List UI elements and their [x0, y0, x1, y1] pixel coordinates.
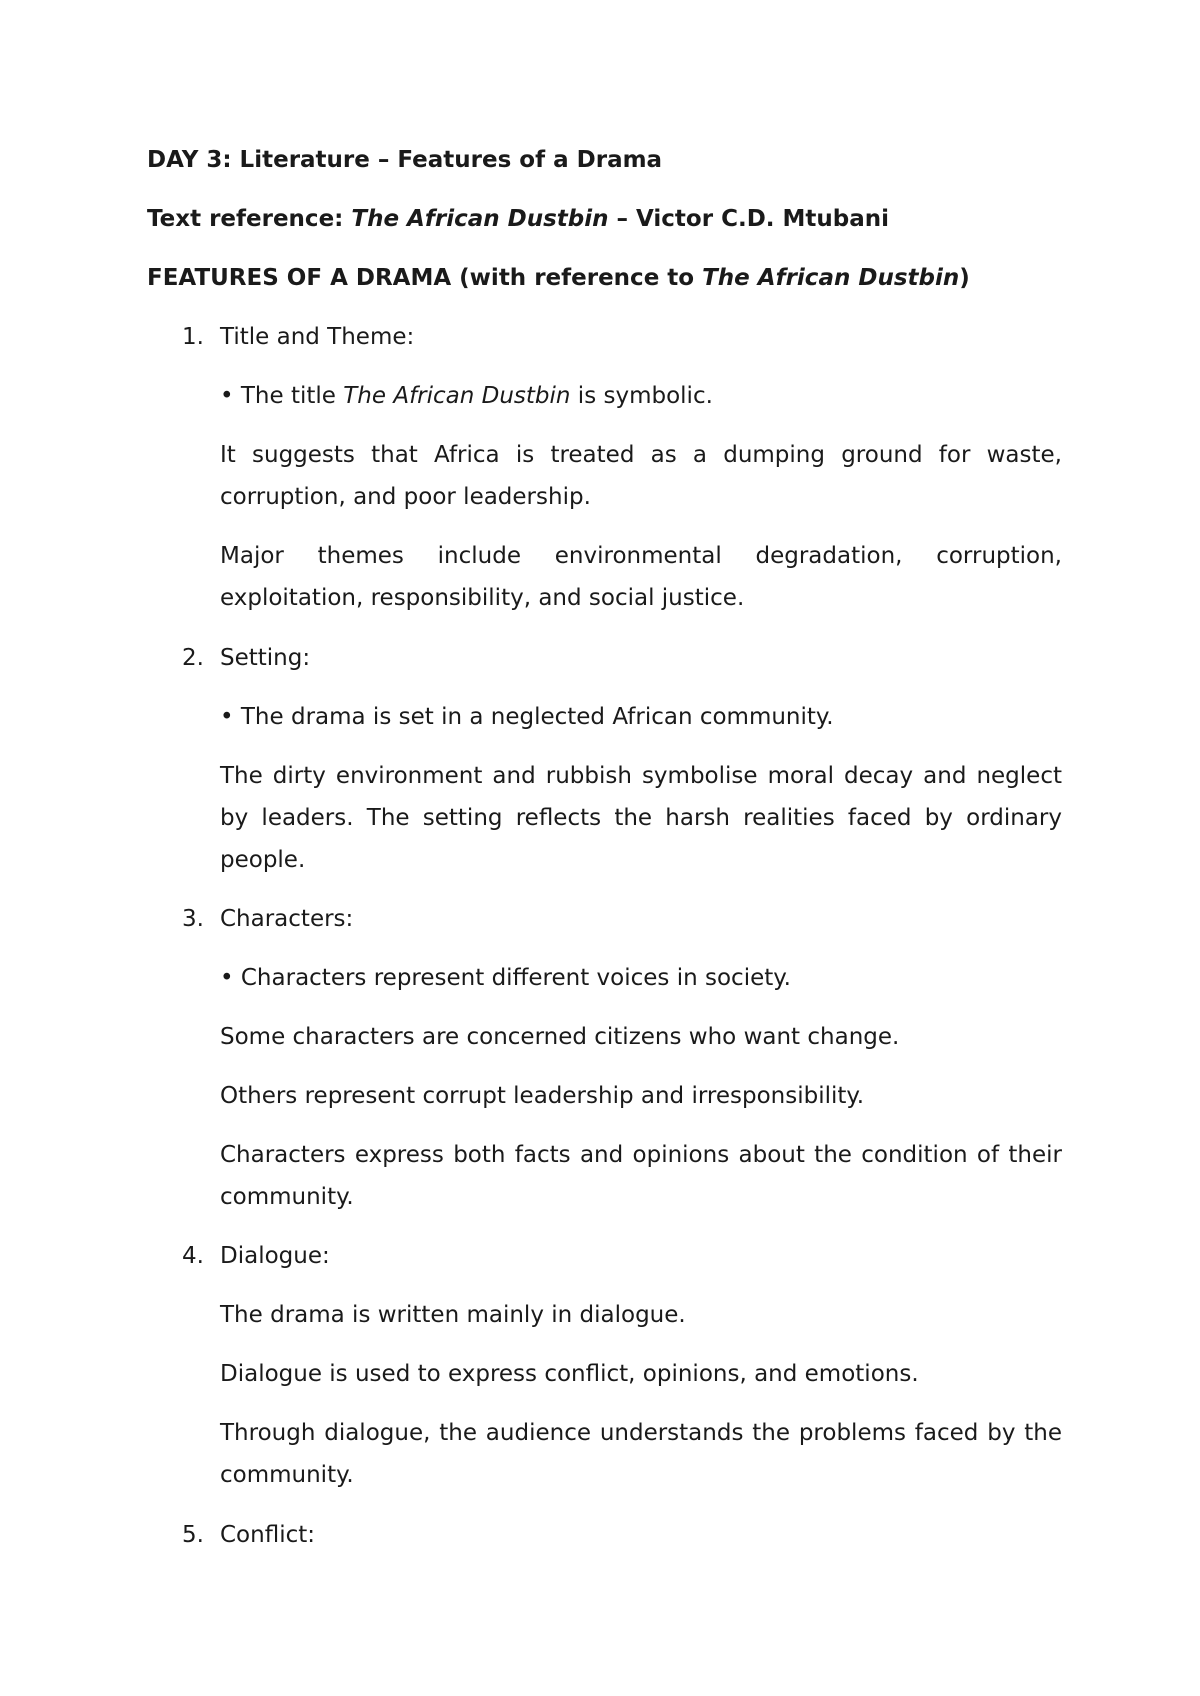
- text-reference-title: The African Dustbin: [351, 206, 609, 232]
- section-3-paragraph-1: Some characters are concerned citizens who want change.: [220, 1024, 900, 1050]
- section-2-number: 2.: [182, 645, 204, 671]
- section-4-number: 4.: [182, 1243, 204, 1269]
- text-reference-author: – Victor C.D. Mtubani: [608, 206, 890, 232]
- section-2-paragraph-1: The dirty environment and rubbish symbolise moral decay and neglect by leaders. The setting reflects the harsh realities faced by ordinary people.: [220, 763, 1062, 873]
- section-3-paragraph-2: Others represent corrupt leadership and irresponsibility.: [220, 1083, 865, 1109]
- day-title: DAY 3: Literature – Features of a Drama: [147, 147, 663, 173]
- text-reference: [147, 204, 889, 234]
- features-heading: [147, 263, 970, 293]
- section-1-number: 1.: [182, 324, 204, 350]
- section-4-paragraph-3: Through dialogue, the audience understands the problems faced by the community.: [220, 1420, 1062, 1488]
- section-1-bullet-prefix: • The title: [220, 383, 344, 409]
- section-1-paragraph-1: It suggests that Africa is treated as a dumping ground for waste, corruption, and poor leadership.: [220, 442, 1062, 510]
- section-1-bullet-title: The African Dustbin: [343, 383, 571, 409]
- features-heading-title: The African Dustbin: [702, 265, 960, 291]
- section-4-paragraph-2: Dialogue is used to express conflict, opinions, and emotions.: [220, 1361, 919, 1387]
- section-1-bullet-suffix: is symbolic.: [570, 383, 713, 409]
- features-heading-suffix: ): [959, 265, 970, 291]
- section-2-title: Setting:: [220, 645, 311, 671]
- section-3-bullet: • Characters represent different voices in society.: [220, 965, 791, 991]
- section-1-bullet: [220, 381, 713, 411]
- section-4-paragraph-1: The drama is written mainly in dialogue.: [220, 1302, 686, 1328]
- section-2-bullet: • The drama is set in a neglected African community.: [220, 704, 834, 730]
- section-1-title: Title and Theme:: [220, 324, 415, 350]
- section-5-number: 5.: [182, 1522, 204, 1548]
- section-4-title: Dialogue:: [220, 1243, 330, 1269]
- section-3-title: Characters:: [220, 906, 354, 932]
- section-3-number: 3.: [182, 906, 204, 932]
- text-reference-label: Text reference:: [147, 206, 352, 232]
- features-heading-prefix: FEATURES OF A DRAMA (with reference to: [147, 265, 703, 291]
- section-1-paragraph-2: Major themes include environmental degradation, corruption, exploitation, responsibility, and social justice.: [220, 543, 1062, 611]
- section-3-paragraph-3: Characters express both facts and opinions about the condition of their community.: [220, 1142, 1062, 1210]
- section-5-title: Conflict:: [220, 1522, 315, 1548]
